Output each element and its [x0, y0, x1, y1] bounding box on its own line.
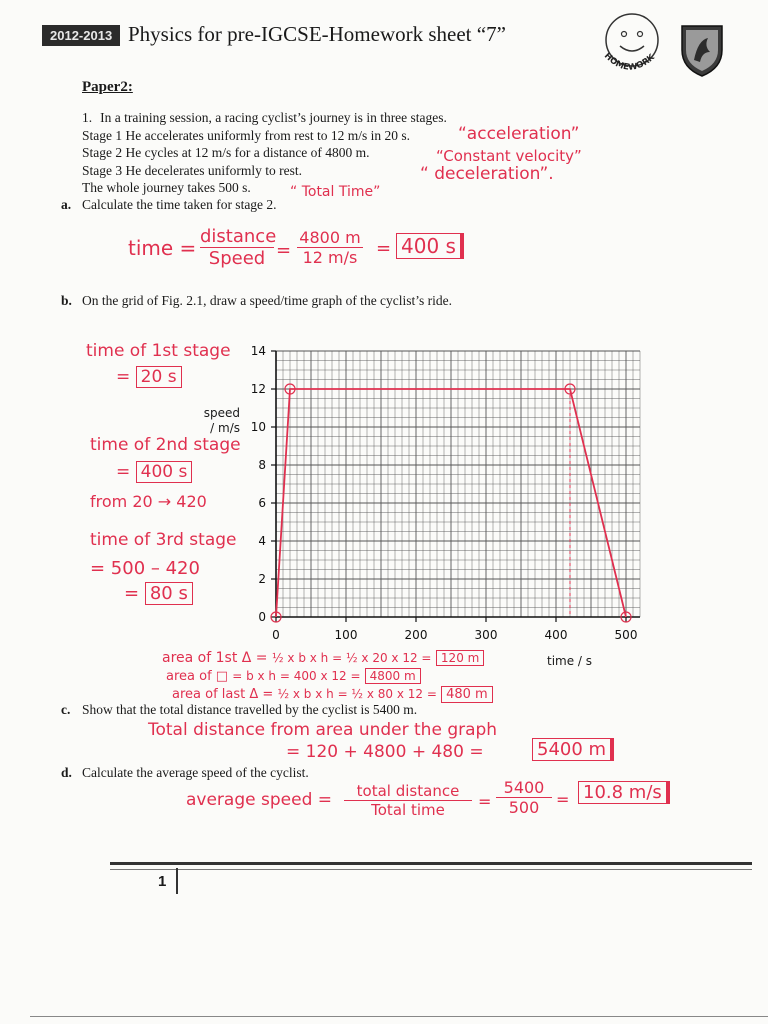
graph-grid	[276, 351, 640, 617]
note-constant-velocity: “Constant velocity”	[436, 147, 582, 165]
section-heading: Paper2:	[82, 79, 133, 95]
part-d-equals2: =	[556, 790, 570, 809]
part-d-fraction1: total distance Total time	[344, 782, 472, 819]
y-tick-label: 8	[258, 458, 266, 472]
footer-rule	[110, 862, 752, 865]
y-tick-label: 10	[250, 420, 266, 434]
page-title: Physics for pre-IGCSE-Homework sheet “7”	[128, 22, 506, 46]
part-d-fraction2: 5400 500	[496, 778, 552, 817]
stage3-text: Stage 3 He decelerates uniformly to rest.	[82, 163, 303, 178]
part-c-question: Show that the total distance travelled by the cyclist is 5400 m.	[82, 702, 418, 717]
stage2-text: Stage 2 He cycles at 12 m/s for a distance of 4800 m.	[82, 145, 370, 160]
part-d-equals: =	[478, 792, 492, 811]
area-line1: area of 1st Δ = ½ x b x h = ½ x 20 x 12 = 120 m	[162, 650, 484, 666]
y-tick-label: 4	[258, 534, 266, 548]
stage1-text: Stage 1 He accelerates uniformly from rest to 12 m/s in 20 s.	[82, 128, 411, 143]
area-line2: area of □ = b x h = 400 x 12 = 4800 m	[166, 668, 421, 684]
part-a-fraction2: 4800 m 12 m/s	[297, 228, 363, 267]
x-tick-label: 400	[544, 628, 568, 642]
speed-time-graph	[248, 335, 648, 645]
x-tick-label: 200	[404, 628, 428, 642]
part-d-label: d.	[61, 765, 72, 780]
y-tick-label: 0	[258, 610, 266, 624]
y-tick-label: 14	[250, 344, 266, 358]
note-stage2-answer: = 400 s	[116, 461, 192, 483]
part-a-label: a.	[61, 197, 72, 212]
y-tick-label: 2	[258, 572, 266, 586]
part-a-lhs: time =	[128, 236, 197, 260]
y-axis-label: speed / m/s	[203, 406, 240, 435]
x-tick-label: 300	[474, 628, 498, 642]
part-a-fraction1: distance Speed	[200, 226, 277, 269]
question-number: 1.	[82, 110, 93, 125]
question-intro: 1. In a training session, a racing cyclist’s journey is in three stages.	[82, 110, 447, 125]
part-c-work2: = 120 + 4800 + 480 =	[286, 742, 484, 762]
year-badge: 2012-2013	[42, 25, 120, 46]
x-axis-label: time / s	[547, 654, 593, 668]
note-stage3-answer: = 80 s	[124, 582, 193, 605]
bottom-edge-line	[30, 1016, 768, 1017]
footer-rule-thin	[110, 869, 752, 870]
svg-text:HOMEWORK	[602, 51, 657, 73]
note-stage1-answer: = 20 s	[116, 366, 182, 388]
note-stage3-calc: = 500 – 420	[90, 558, 200, 579]
part-d-lhs: average speed =	[186, 790, 333, 810]
note-total-time: “ Total Time”	[290, 184, 381, 200]
homework-stamp-icon	[596, 10, 668, 82]
area-line3: area of last Δ = ½ x b x h = ½ x 80 x 12 = 480 m	[172, 686, 493, 703]
x-tick-label: 0	[272, 628, 280, 642]
part-c-label: c.	[61, 702, 71, 717]
stamp-text: HOMEWORK	[601, 51, 657, 74]
part-a-answer: 400 s	[396, 233, 464, 259]
x-tick-label: 500	[614, 628, 638, 642]
part-d-answer: 10.8 m/s	[578, 781, 670, 804]
school-crest-icon	[678, 22, 726, 78]
part-a-equals2: =	[376, 238, 392, 259]
x-tick-label: 100	[334, 628, 358, 642]
y-tick-label: 6	[258, 496, 266, 510]
total-time-text: The whole journey takes 500 s.	[82, 180, 251, 195]
y-tick-label: 12	[250, 382, 266, 396]
note-stage3-time: time of 3rd stage	[90, 530, 237, 550]
note-deceleration: “ deceleration”.	[420, 164, 554, 184]
note-stage2-range: from 20 → 420	[90, 492, 207, 511]
part-a-question: Calculate the time taken for stage 2.	[82, 197, 277, 212]
page-number-divider	[176, 868, 178, 894]
part-a-equals: =	[276, 240, 292, 261]
note-stage1-time: time of 1st stage	[86, 341, 231, 361]
part-c-work1: Total distance from area under the graph	[148, 720, 498, 740]
note-acceleration: “acceleration”	[458, 124, 580, 144]
part-b-label: b.	[61, 293, 72, 308]
part-b-question: On the grid of Fig. 2.1, draw a speed/time graph of the cyclist’s ride.	[82, 293, 453, 308]
part-c-answer: 5400 m	[532, 738, 614, 761]
page-number: 1	[158, 873, 167, 890]
note-stage2-time: time of 2nd stage	[90, 435, 241, 455]
part-d-question: Calculate the average speed of the cyclist.	[82, 765, 309, 780]
